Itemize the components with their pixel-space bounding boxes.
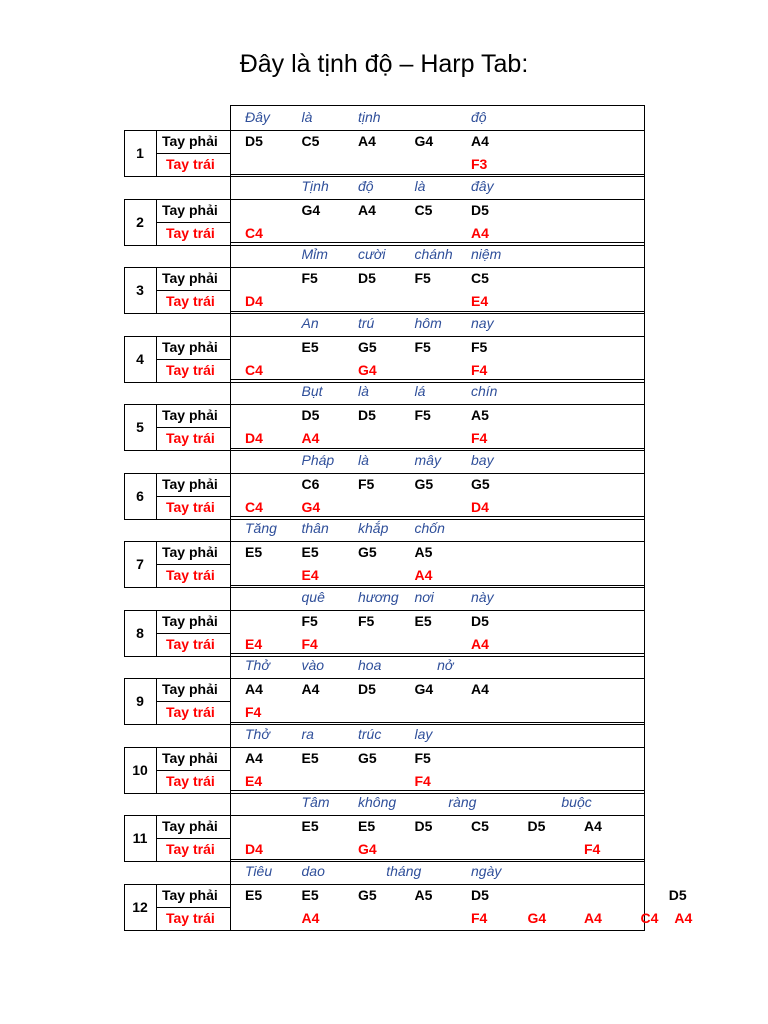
right-hand-label: Tay phải [162, 270, 218, 286]
lyric-row-left-border [230, 311, 231, 336]
left-hand-note: G4 [358, 361, 377, 378]
lyric-word: lá [414, 383, 426, 399]
row-number: 8 [136, 624, 144, 641]
right-hand-note: C5 [471, 818, 489, 834]
block-bottom-border [124, 382, 645, 383]
left-hand-note: A4 [471, 635, 489, 652]
block-right-border [644, 747, 645, 793]
right-hand-note: D5 [668, 886, 687, 903]
right-hand-note: A4 [471, 681, 489, 697]
notes-col-border [230, 541, 231, 587]
right-hand-note: F5 [301, 612, 318, 629]
right-hand-note: F5 [414, 270, 431, 286]
right-hand-label: Tay phải [162, 407, 218, 423]
right-hand-note: F5 [301, 270, 318, 286]
right-hand-note: A5 [414, 886, 433, 903]
lyric-word: hoa [358, 657, 382, 673]
lyric-row-right-border [644, 379, 645, 404]
left-hand-note: A4 [301, 430, 320, 446]
right-hand-label: Tay phải [162, 818, 218, 834]
row-number: 11 [132, 830, 148, 846]
left-hand-label: Tay trái [166, 567, 215, 583]
lyric-word: nay [471, 314, 494, 331]
left-hand-note: C4 [245, 361, 263, 378]
left-hand-note: F4 [245, 704, 262, 720]
right-hand-note: D5 [358, 407, 376, 423]
row-number: 7 [136, 556, 144, 572]
right-hand-note: E5 [358, 818, 376, 834]
row-number: 1 [136, 145, 144, 161]
lyric-row-right-border [644, 859, 645, 884]
lyric-word: Tiêu [245, 862, 273, 879]
left-hand-label: Tay trái [166, 224, 215, 241]
right-hand-label: Tay phải [162, 133, 218, 149]
block-right-border [644, 267, 645, 313]
lyric-row-right-border [644, 516, 645, 541]
left-hand-note: C4 [245, 498, 263, 515]
right-hand-note: A4 [358, 201, 376, 218]
left-hand-note: D4 [245, 841, 263, 857]
right-hand-label: Tay phải [162, 749, 218, 766]
lyric-row-left-border [230, 790, 231, 815]
right-hand-note: A5 [471, 407, 489, 423]
left-hand-note: F4 [471, 430, 488, 446]
left-hand-note: E4 [301, 567, 319, 583]
lyric-word: Đây [245, 109, 270, 125]
left-hand-note: D4 [245, 430, 263, 446]
right-hand-note: G4 [414, 681, 434, 697]
lyric-word: đây [471, 177, 494, 194]
lyric-word: tịnh [358, 109, 381, 125]
lyric-row-top-border [230, 379, 644, 380]
right-hand-note: E5 [245, 544, 263, 560]
right-hand-note: D5 [358, 270, 376, 286]
block-right-border [644, 404, 645, 450]
lyric-row-left-border [230, 379, 231, 404]
lyric-word: trú [358, 314, 375, 331]
right-hand-note: G5 [358, 544, 377, 560]
right-hand-note: G4 [301, 201, 321, 218]
left-hand-note: G4 [527, 909, 547, 926]
left-hand-label: Tay trái [166, 498, 215, 515]
lyric-row-top-border [230, 105, 644, 106]
block-bottom-border [124, 176, 645, 177]
right-hand-note: F5 [471, 338, 488, 355]
lyric-word: Thở [245, 657, 270, 673]
row-number: 12 [132, 898, 148, 915]
lyric-word: ra [301, 725, 314, 742]
row-number: 10 [132, 761, 148, 778]
lyric-word: cười [358, 246, 386, 262]
lyric-word: nở [437, 657, 454, 673]
lyric-word: không [358, 794, 397, 810]
lyric-row-right-border [644, 653, 645, 678]
right-hand-note: G5 [358, 886, 377, 903]
left-hand-label: Tay trái [166, 635, 215, 652]
lyric-row-left-border [230, 105, 231, 130]
lyric-word: này [471, 588, 494, 605]
block-bottom-border [124, 450, 645, 451]
lyric-row-left-border [230, 174, 231, 199]
left-hand-note: C4 [640, 909, 659, 926]
left-hand-note: F4 [471, 361, 488, 378]
lyric-word: tháng [386, 862, 422, 879]
lyric-row-top-border [230, 174, 644, 175]
left-hand-note: A4 [584, 909, 602, 926]
lyric-word: chín [471, 383, 498, 399]
right-hand-note: E5 [301, 749, 319, 766]
right-hand-note: G5 [358, 338, 377, 355]
lyric-word: Pháp [301, 451, 335, 468]
left-hand-note: F4 [414, 772, 431, 789]
right-hand-note: D5 [471, 612, 489, 629]
notes-col-border [230, 610, 231, 656]
right-hand-note: E5 [301, 544, 319, 560]
notes-col-border [230, 815, 231, 861]
right-hand-note: E5 [301, 338, 319, 355]
row-number: 2 [136, 213, 144, 230]
lyric-row-left-border [230, 653, 231, 678]
block-bottom-border [124, 724, 645, 725]
right-hand-note: G4 [414, 133, 434, 149]
lyric-word: bay [471, 451, 494, 468]
right-hand-label: Tay phải [162, 475, 218, 492]
lyric-word: chánh [414, 246, 453, 262]
lyric-word: mây [414, 451, 441, 468]
block-right-border [644, 678, 645, 724]
lyric-row-right-border [644, 448, 645, 473]
right-hand-note: D5 [358, 681, 376, 697]
notes-col-border [230, 884, 231, 930]
left-hand-note: A4 [414, 567, 433, 583]
lyric-word: hôm [414, 314, 442, 331]
notes-col-border [230, 678, 231, 724]
right-hand-note: C5 [301, 133, 320, 149]
block-right-border [644, 130, 645, 176]
block-bottom-border [124, 313, 645, 314]
lyric-word: trúc [358, 725, 382, 742]
lyric-word: An [301, 314, 319, 331]
notes-col-border [230, 404, 231, 450]
right-hand-label: Tay phải [162, 544, 218, 560]
lyric-word: độ [358, 177, 374, 194]
right-hand-note: A4 [245, 681, 263, 697]
block-right-border [644, 199, 645, 245]
right-hand-label: Tay phải [162, 612, 218, 629]
lyric-word: Bụt [301, 383, 323, 399]
left-hand-label: Tay trái [166, 909, 215, 926]
left-hand-note: G4 [358, 841, 377, 857]
right-hand-note: F5 [414, 749, 431, 766]
lyric-row-top-border [230, 585, 644, 586]
notes-col-border [230, 267, 231, 313]
lyric-row-top-border [230, 859, 644, 860]
lyric-word: ràng [448, 794, 477, 810]
right-hand-note: F5 [414, 407, 431, 423]
lyric-word: Tịnh [301, 177, 329, 194]
lyric-word: Tăng [245, 520, 277, 536]
block-right-border [644, 541, 645, 587]
left-hand-note: F3 [471, 156, 488, 172]
right-hand-note: D5 [527, 818, 546, 834]
left-hand-note: D4 [471, 498, 489, 515]
lyric-word: buộc [561, 794, 592, 810]
lyric-word: khắp [358, 520, 389, 536]
lyric-word: là [301, 109, 313, 125]
left-hand-note: E4 [245, 635, 263, 652]
lyric-row-top-border [230, 722, 644, 723]
right-hand-note: E5 [245, 886, 263, 903]
right-hand-note: A4 [301, 681, 320, 697]
left-hand-label: Tay trái [166, 772, 215, 789]
left-hand-label: Tay trái [166, 430, 215, 446]
left-hand-note: E4 [471, 293, 489, 309]
right-hand-note: D5 [414, 818, 433, 834]
lyric-word: lay [414, 725, 433, 742]
notes-col-border [230, 747, 231, 793]
lyric-row-right-border [644, 105, 645, 130]
lyric-word: quê [301, 588, 325, 605]
page-title: Đây là tịnh độ – Harp Tab: [239, 50, 529, 78]
lyric-row-left-border [230, 516, 231, 541]
left-hand-label: Tay trái [166, 293, 215, 309]
right-hand-note: F5 [414, 338, 431, 355]
lyric-word: nơi [414, 588, 434, 605]
left-hand-note: G4 [301, 498, 321, 515]
lyric-word: là [414, 177, 426, 194]
right-hand-label: Tay phải [162, 338, 218, 355]
lyric-row-right-border [644, 242, 645, 267]
left-hand-label: Tay trái [166, 361, 215, 378]
left-hand-note: A4 [301, 909, 320, 926]
right-hand-label: Tay phải [162, 201, 218, 218]
lyric-word: là [358, 383, 369, 399]
lyric-row-left-border [230, 448, 231, 473]
right-hand-note: G5 [414, 475, 434, 492]
lyric-row-left-border [230, 585, 231, 610]
left-hand-note: A4 [674, 909, 693, 926]
row-number: 4 [136, 350, 144, 367]
notes-col-border [230, 199, 231, 245]
left-hand-note: F4 [301, 635, 318, 652]
lyric-word: hương [358, 588, 399, 605]
right-hand-note: C5 [471, 270, 489, 286]
lyric-row-right-border [644, 585, 645, 610]
left-hand-note: E4 [245, 772, 263, 789]
right-hand-note: E5 [301, 818, 319, 834]
right-hand-note: F5 [358, 612, 375, 629]
right-hand-note: C6 [301, 475, 320, 492]
right-hand-note: E5 [414, 612, 432, 629]
lyric-word: là [358, 451, 369, 468]
left-hand-note: F4 [471, 909, 488, 926]
right-hand-note: F5 [358, 475, 375, 492]
right-hand-note: E5 [301, 886, 319, 903]
lyric-row-right-border [644, 174, 645, 199]
left-hand-note: C4 [245, 224, 263, 241]
left-hand-note: A4 [471, 224, 489, 241]
row-number: 9 [136, 693, 144, 709]
lyric-word: Mỉm [301, 246, 328, 262]
right-hand-note: D5 [301, 407, 320, 423]
right-hand-note: G5 [471, 475, 490, 492]
right-hand-note: D5 [471, 886, 489, 903]
lyric-row-left-border [230, 722, 231, 747]
right-hand-note: G5 [358, 749, 377, 766]
lyric-row-left-border [230, 859, 231, 884]
right-hand-note: A4 [584, 818, 602, 834]
block-right-border [644, 336, 645, 382]
lyric-word: Thở [245, 725, 270, 742]
lyric-row-right-border [644, 722, 645, 747]
row-number: 5 [136, 419, 144, 435]
left-hand-label: Tay trái [166, 841, 215, 857]
right-hand-note: A4 [245, 749, 263, 766]
notes-col-border [230, 473, 231, 519]
left-hand-label: Tay trái [166, 704, 215, 720]
row-number: 3 [136, 282, 144, 298]
lyric-row-right-border [644, 311, 645, 336]
block-right-border [644, 815, 645, 861]
lyric-word: ngày [471, 862, 502, 879]
right-hand-label: Tay phải [162, 681, 218, 697]
right-hand-note: A4 [471, 133, 489, 149]
block-right-border [644, 473, 645, 519]
right-hand-note: C5 [414, 201, 433, 218]
left-hand-label: Tay trái [166, 156, 215, 172]
lyric-word: vào [301, 657, 325, 673]
right-hand-note: D5 [245, 133, 263, 149]
right-hand-note: A5 [414, 544, 433, 560]
right-hand-note: A4 [358, 133, 376, 149]
notes-col-border [230, 336, 231, 382]
block-right-border [644, 610, 645, 656]
lyric-word: niệm [471, 246, 502, 262]
lyric-word: Tâm [301, 794, 330, 810]
right-hand-note: D5 [471, 201, 489, 218]
lyric-word: chốn [414, 520, 445, 536]
block-bottom-border [124, 656, 645, 657]
block-bottom-border [124, 930, 645, 931]
right-hand-label: Tay phải [162, 886, 218, 903]
lyric-word: thân [301, 520, 329, 536]
lyric-word: dao [301, 862, 325, 879]
lyric-row-left-border [230, 242, 231, 267]
row-number: 6 [136, 487, 144, 504]
lyric-word: độ [471, 109, 487, 125]
lyric-row-right-border [644, 790, 645, 815]
left-hand-note: F4 [584, 841, 601, 857]
block-bottom-border [124, 861, 645, 862]
left-hand-note: D4 [245, 293, 263, 309]
notes-col-border [230, 130, 231, 176]
